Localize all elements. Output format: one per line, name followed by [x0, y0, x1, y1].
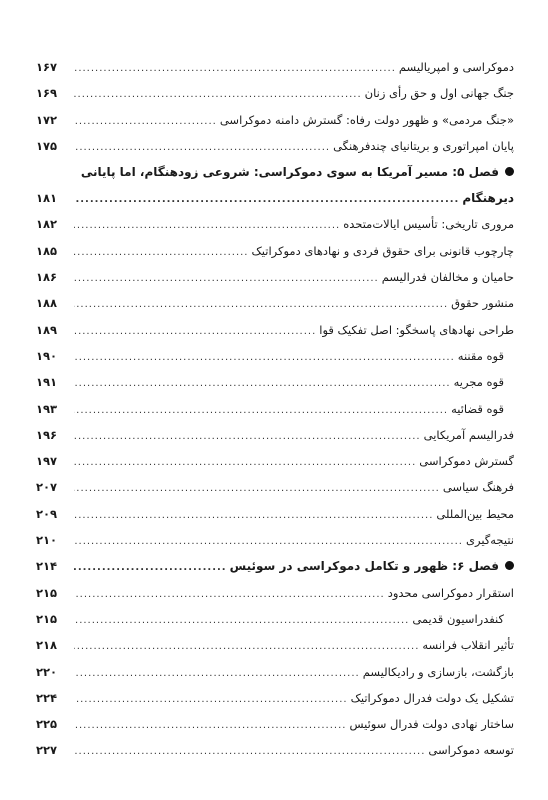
toc-entry-title: قوه مقننه: [457, 348, 504, 363]
toc-entry: [36, 454, 514, 480]
toc-entry-page-number: ۱۶۹: [36, 86, 58, 101]
leader-dots: [74, 194, 459, 205]
toc-entry-title: حامیان و مخالفان فدرالیسم: [381, 270, 514, 285]
toc-entry-page-number: ۱۹۶: [36, 427, 58, 442]
leader-dots: [74, 247, 248, 258]
toc-entry-page-number: ۲۱۰: [36, 533, 58, 548]
toc-entry-page-number: ۱۶۷: [36, 60, 58, 74]
toc-entry-page-number: ۱۸۵: [36, 243, 58, 258]
leader-dots: [74, 352, 455, 363]
chapter-5-heading: [36, 165, 514, 217]
toc-entry-title: مروری تاریخی: تأسیس ایالات‌متحده: [343, 217, 514, 232]
toc-entry: [36, 323, 514, 349]
table-of-contents: [36, 60, 514, 770]
leader-dots: [74, 720, 346, 731]
toc-entry-title: پایان امپراتوری و بریتانیای چندفرهنگی: [333, 138, 514, 153]
toc-entry-page-number: ۲۱۵: [36, 585, 58, 600]
toc-entry: [36, 586, 514, 612]
toc-entry-page-number: ۲۲۷: [36, 743, 58, 758]
toc-entry: [36, 507, 514, 533]
toc-entry: [36, 480, 514, 506]
leader-dots: [74, 273, 379, 284]
toc-entry-page-number: ۲۲۰: [36, 664, 58, 679]
toc-entry: [36, 139, 514, 165]
leader-dots: [74, 615, 409, 626]
toc-entry-title: فرهنگ سیاسی: [442, 480, 514, 495]
toc-entry: [36, 296, 514, 322]
chapter-5-title-continued: دیرهنگام: [462, 191, 514, 206]
toc-entry-title: قوه مجریه: [453, 375, 504, 390]
toc-entry: [36, 428, 514, 454]
toc-entry-title: جنگ جهانی اول و حق رأی زنان: [364, 86, 514, 101]
leader-dots: [74, 746, 425, 757]
toc-entry-title: تشکیل یک دولت فدرال دموکراتیک: [350, 690, 514, 705]
toc-entry-page-number: ۱۹۷: [36, 454, 58, 469]
toc-entry-page-number: ۱۹۳: [36, 401, 58, 416]
toc-entry-page-number: ۱۷۲: [36, 112, 58, 127]
chapter-5-page-number: ۱۸۱: [36, 191, 58, 206]
toc-entry-page-number: ۱۸۶: [36, 270, 58, 285]
toc-entry-page-number: ۱۷۵: [36, 138, 58, 153]
toc-entry-page-number: ۲۰۹: [36, 506, 58, 521]
leader-dots: [74, 89, 362, 100]
toc-entry-title: تأثیر انقلاب فرانسه: [422, 638, 514, 653]
toc-entry: [36, 375, 514, 401]
leader-dots: [74, 483, 440, 494]
toc-entry-title: فدرالیسم آمریکایی: [423, 427, 514, 442]
toc-entry: [36, 638, 514, 664]
toc-entry-title: محیط بین‌المللی: [436, 506, 514, 521]
toc-entry-page-number: ۱۹۱: [36, 375, 58, 390]
toc-entry: [36, 743, 514, 769]
leader-dots: [74, 220, 340, 231]
toc-entry-title: ساختار نهادی دولت فدرال سوئیس: [349, 717, 514, 732]
toc-entry-page-number: ۲۲۵: [36, 717, 58, 732]
toc-entry: [36, 349, 514, 375]
toc-entry: [36, 665, 514, 691]
toc-entry-page-number: ۲۲۴: [36, 690, 58, 705]
toc-entry: [36, 217, 514, 243]
chapter-6-title: فصل ۶: ظهور و تکامل دموکراسی در سوئیس: [229, 559, 499, 574]
toc-entry-title: بازگشت، بازسازی و رادیکالیسم: [362, 664, 514, 679]
toc-entry-title: چارچوب قانونی برای حقوق فردی و نهادهای دموکراتیک: [251, 243, 514, 258]
leader-dots: [74, 694, 348, 705]
leader-dots: [74, 510, 433, 521]
leader-dots: [74, 326, 316, 337]
bullet-icon: [505, 561, 514, 570]
toc-entry-title: دموکراسی و امپریالیسم: [398, 60, 514, 74]
toc-entry-title: «جنگ مردمی» و ظهور دولت رفاه: گسترش دامنه دموکراسی: [219, 112, 514, 127]
chapter-6-heading: [36, 559, 514, 585]
toc-section-chapter-5: [36, 217, 514, 559]
toc-entry-title: نتیجه‌گیری: [465, 533, 514, 548]
chapter-6-page-number: ۲۱۴: [36, 559, 58, 574]
leader-dots: [74, 431, 421, 442]
leader-dots: [74, 142, 330, 153]
toc-section-top: [36, 60, 514, 165]
toc-entry-title: استقرار دموکراسی محدود: [387, 585, 514, 600]
leader-dots: [74, 405, 448, 416]
toc-entry-title: طراحی نهادهای پاسخگو: اصل تفکیک قوا: [319, 322, 514, 337]
toc-section-chapter-6: [36, 586, 514, 770]
leader-dots: [74, 641, 419, 652]
leader-dots: [74, 299, 448, 310]
leader-dots: [74, 63, 396, 74]
toc-entry: [36, 533, 514, 559]
leader-dots: [74, 536, 463, 547]
leader-dots: [74, 562, 227, 573]
toc-entry: [36, 270, 514, 296]
toc-entry: [36, 691, 514, 717]
toc-entry: [36, 113, 514, 139]
leader-dots: [74, 668, 360, 679]
toc-entry: [36, 244, 514, 270]
leader-dots: [74, 378, 451, 389]
bullet-icon: [505, 167, 514, 176]
toc-entry-page-number: ۱۸۲: [36, 217, 58, 232]
toc-entry-page-number: ۱۹۰: [36, 348, 58, 363]
toc-entry: [36, 402, 514, 428]
toc-entry: [36, 60, 514, 86]
toc-entry-title: قوه قضائیه: [451, 401, 504, 416]
toc-entry-page-number: ۲۰۷: [36, 480, 58, 495]
toc-entry: [36, 86, 514, 112]
leader-dots: [74, 457, 416, 468]
toc-entry: [36, 717, 514, 743]
toc-entry-page-number: ۱۸۹: [36, 322, 58, 337]
leader-dots: [74, 116, 217, 127]
toc-entry-title: توسعه دموکراسی: [428, 743, 514, 758]
leader-dots: [74, 589, 385, 600]
toc-entry-title: منشور حقوق: [451, 296, 514, 311]
toc-entry-title: گسترش دموکراسی: [419, 454, 514, 469]
toc-entry-page-number: ۲۱۵: [36, 611, 58, 626]
toc-entry-chapter-5: [36, 191, 514, 217]
toc-entry-page-number: ۲۱۸: [36, 638, 58, 653]
chapter-5-title: فصل ۵: مسیر آمریکا به سوی دموکراسی: شروعی زودهنگام، اما پایانی: [80, 165, 499, 180]
toc-entry-page-number: ۱۸۸: [36, 296, 58, 311]
toc-entry: [36, 612, 514, 638]
toc-entry-title: کنفدراسیون قدیمی: [412, 611, 504, 626]
